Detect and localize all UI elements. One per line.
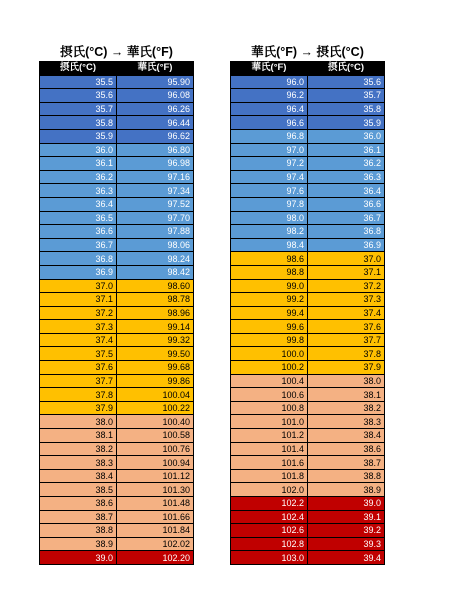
table-cell-to: 98.06: [117, 238, 194, 252]
table-row: [40, 184, 194, 198]
table-row: [231, 157, 385, 171]
table-cell-from: 98.2: [231, 225, 308, 239]
table-cell-to: 36.8: [308, 225, 385, 239]
table-row: [40, 497, 194, 511]
table-cell-from: 36.9: [40, 265, 117, 279]
conversion-table: [39, 61, 194, 565]
table-cell-from: 96.2: [231, 89, 308, 103]
table-cell-from: 100.2: [231, 361, 308, 375]
column-header-celsius: 摂氏(°C): [40, 62, 117, 76]
table-row: [40, 537, 194, 551]
table-row: [40, 442, 194, 456]
table-row: [231, 184, 385, 198]
column-header-celsius: 摂氏(°C): [308, 62, 385, 76]
table-row: [40, 551, 194, 565]
table-row: [231, 89, 385, 103]
table-cell-from: 101.0: [231, 415, 308, 429]
table-cell-from: 36.1: [40, 157, 117, 171]
table-row: [231, 469, 385, 483]
table-cell-to: 35.7: [308, 89, 385, 103]
table-row: [40, 116, 194, 130]
column-header-fahrenheit: 華氏(°F): [117, 62, 194, 76]
table-cell-to: 37.2: [308, 279, 385, 293]
table-row: [231, 197, 385, 211]
table-cell-to: 35.6: [308, 75, 385, 89]
table-cell-from: 36.0: [40, 143, 117, 157]
table-cell-to: 35.9: [308, 116, 385, 130]
table-cell-to: 39.1: [308, 510, 385, 524]
table-cell-from: 99.8: [231, 333, 308, 347]
table-row: [231, 551, 385, 565]
table-cell-from: 99.6: [231, 320, 308, 334]
table-row: [40, 197, 194, 211]
table-row: [40, 347, 194, 361]
table-cell-to: 101.48: [117, 497, 194, 511]
table-cell-from: 102.8: [231, 537, 308, 551]
table-cell-to: 100.22: [117, 401, 194, 415]
table-row: [231, 129, 385, 143]
table-cell-to: 100.40: [117, 415, 194, 429]
table-row: [40, 129, 194, 143]
table-cell-to: 96.26: [117, 102, 194, 116]
table-row: [231, 374, 385, 388]
table-cell-to: 38.8: [308, 469, 385, 483]
table-cell-from: 35.6: [40, 89, 117, 103]
table-cell-to: 38.2: [308, 401, 385, 415]
table-cell-to: 102.02: [117, 537, 194, 551]
table-cell-to: 37.7: [308, 333, 385, 347]
table-cell-from: 97.2: [231, 157, 308, 171]
table-cell-to: 98.24: [117, 252, 194, 266]
table-cell-to: 36.7: [308, 211, 385, 225]
table-cell-to: 100.04: [117, 388, 194, 402]
table-row: [40, 483, 194, 497]
table-row: [231, 293, 385, 307]
table-cell-from: 36.7: [40, 238, 117, 252]
table-cell-to: 37.0: [308, 252, 385, 266]
table-cell-to: 36.0: [308, 129, 385, 143]
table-cell-from: 38.7: [40, 510, 117, 524]
table-row: [40, 415, 194, 429]
table-row: [231, 401, 385, 415]
table-row: [40, 320, 194, 334]
table-cell-from: 36.3: [40, 184, 117, 198]
table-cell-from: 35.7: [40, 102, 117, 116]
table-cell-to: 38.1: [308, 388, 385, 402]
table-cell-to: 39.3: [308, 537, 385, 551]
table-cell-to: 101.12: [117, 469, 194, 483]
panel-title: 華氏(°F) → 摂氏(°C): [251, 45, 364, 59]
table-cell-to: 98.96: [117, 306, 194, 320]
table-header-row: [40, 62, 194, 76]
table-cell-to: 98.42: [117, 265, 194, 279]
table-row: [231, 170, 385, 184]
table-cell-from: 102.6: [231, 524, 308, 538]
celsius-to-fahrenheit-panel: [39, 44, 194, 565]
table-cell-from: 101.8: [231, 469, 308, 483]
table-cell-from: 38.2: [40, 442, 117, 456]
table-cell-to: 37.9: [308, 361, 385, 375]
table-row: [231, 456, 385, 470]
table-cell-to: 98.78: [117, 293, 194, 307]
table-row: [231, 333, 385, 347]
table-row: [40, 374, 194, 388]
table-row: [40, 429, 194, 443]
table-cell-from: 36.4: [40, 197, 117, 211]
table-row: [231, 483, 385, 497]
table-row: [40, 306, 194, 320]
table-cell-from: 98.4: [231, 238, 308, 252]
table-cell-to: 37.6: [308, 320, 385, 334]
table-row: [231, 238, 385, 252]
table-cell-to: 100.58: [117, 429, 194, 443]
table-cell-from: 37.4: [40, 333, 117, 347]
table-cell-from: 102.0: [231, 483, 308, 497]
table-cell-to: 36.6: [308, 197, 385, 211]
table-cell-to: 36.1: [308, 143, 385, 157]
table-cell-from: 100.6: [231, 388, 308, 402]
table-cell-from: 35.8: [40, 116, 117, 130]
table-cell-to: 96.80: [117, 143, 194, 157]
table-row: [40, 293, 194, 307]
table-row: [40, 89, 194, 103]
table-cell-to: 96.62: [117, 129, 194, 143]
table-cell-to: 36.2: [308, 157, 385, 171]
table-row: [40, 361, 194, 375]
table-row: [231, 415, 385, 429]
table-cell-to: 99.50: [117, 347, 194, 361]
table-row: [40, 265, 194, 279]
table-cell-to: 38.9: [308, 483, 385, 497]
table-cell-to: 36.9: [308, 238, 385, 252]
table-cell-from: 37.9: [40, 401, 117, 415]
table-row: [231, 102, 385, 116]
table-row: [231, 320, 385, 334]
table-cell-from: 38.8: [40, 524, 117, 538]
table-cell-to: 99.14: [117, 320, 194, 334]
table-cell-from: 35.5: [40, 75, 117, 89]
table-row: [231, 442, 385, 456]
table-cell-from: 38.6: [40, 497, 117, 511]
table-cell-from: 97.4: [231, 170, 308, 184]
table-row: [40, 225, 194, 239]
table-cell-from: 99.4: [231, 306, 308, 320]
table-cell-from: 37.0: [40, 279, 117, 293]
table-cell-from: 38.1: [40, 429, 117, 443]
table-row: [231, 279, 385, 293]
table-cell-from: 36.8: [40, 252, 117, 266]
table-cell-from: 100.8: [231, 401, 308, 415]
table-row: [40, 75, 194, 89]
table-row: [40, 238, 194, 252]
table-cell-to: 101.30: [117, 483, 194, 497]
table-row: [231, 116, 385, 130]
table-cell-from: 98.8: [231, 265, 308, 279]
table-cell-to: 37.4: [308, 306, 385, 320]
table-cell-to: 36.4: [308, 184, 385, 198]
table-cell-to: 99.68: [117, 361, 194, 375]
table-cell-to: 96.98: [117, 157, 194, 171]
table-cell-to: 95.90: [117, 75, 194, 89]
table-row: [231, 306, 385, 320]
table-cell-to: 37.3: [308, 293, 385, 307]
table-cell-from: 97.0: [231, 143, 308, 157]
table-cell-to: 101.66: [117, 510, 194, 524]
table-cell-to: 35.8: [308, 102, 385, 116]
table-cell-from: 102.2: [231, 497, 308, 511]
table-cell-from: 37.5: [40, 347, 117, 361]
table-row: [231, 265, 385, 279]
table-cell-from: 102.4: [231, 510, 308, 524]
table-cell-from: 37.7: [40, 374, 117, 388]
table-body: [231, 75, 385, 564]
table-row: [231, 143, 385, 157]
table-row: [231, 388, 385, 402]
table-body: [40, 75, 194, 564]
table-row: [40, 524, 194, 538]
table-cell-from: 99.0: [231, 279, 308, 293]
table-row: [231, 75, 385, 89]
table-row: [40, 279, 194, 293]
table-cell-to: 102.20: [117, 551, 194, 565]
table-cell-from: 100.4: [231, 374, 308, 388]
table-cell-to: 97.16: [117, 170, 194, 184]
table-cell-to: 39.2: [308, 524, 385, 538]
table-cell-to: 96.08: [117, 89, 194, 103]
table-row: [231, 211, 385, 225]
panel-title: 摂氏(°C) → 華氏(°F): [60, 45, 173, 59]
table-cell-to: 37.1: [308, 265, 385, 279]
table-cell-to: 39.4: [308, 551, 385, 565]
table-cell-to: 38.4: [308, 429, 385, 443]
table-cell-from: 35.9: [40, 129, 117, 143]
table-row: [231, 524, 385, 538]
fahrenheit-to-celsius-panel: [230, 44, 385, 565]
table-cell-from: 96.0: [231, 75, 308, 89]
table-cell-from: 97.6: [231, 184, 308, 198]
table-row: [40, 102, 194, 116]
table-cell-from: 101.4: [231, 442, 308, 456]
table-cell-to: 38.6: [308, 442, 385, 456]
table-cell-from: 37.1: [40, 293, 117, 307]
table-cell-to: 38.0: [308, 374, 385, 388]
table-row: [231, 429, 385, 443]
table-row: [40, 252, 194, 266]
table-row: [231, 497, 385, 511]
table-row: [231, 537, 385, 551]
table-cell-from: 103.0: [231, 551, 308, 565]
table-row: [231, 225, 385, 239]
table-row: [40, 510, 194, 524]
table-cell-to: 37.8: [308, 347, 385, 361]
table-cell-from: 38.5: [40, 483, 117, 497]
table-cell-from: 36.6: [40, 225, 117, 239]
table-cell-to: 96.44: [117, 116, 194, 130]
table-cell-to: 38.3: [308, 415, 385, 429]
table-row: [40, 211, 194, 225]
table-cell-from: 38.3: [40, 456, 117, 470]
table-row: [40, 143, 194, 157]
table-cell-to: 100.76: [117, 442, 194, 456]
table-header-row: [231, 62, 385, 76]
table-cell-from: 37.2: [40, 306, 117, 320]
table-cell-from: 38.0: [40, 415, 117, 429]
table-row: [231, 252, 385, 266]
table-row: [231, 361, 385, 375]
table-cell-from: 38.4: [40, 469, 117, 483]
conversion-table: [230, 61, 385, 565]
table-cell-to: 98.60: [117, 279, 194, 293]
table-cell-from: 97.8: [231, 197, 308, 211]
table-cell-from: 96.4: [231, 102, 308, 116]
table-cell-from: 37.3: [40, 320, 117, 334]
table-cell-to: 99.32: [117, 333, 194, 347]
table-cell-to: 97.34: [117, 184, 194, 198]
table-cell-to: 97.88: [117, 225, 194, 239]
table-cell-to: 97.70: [117, 211, 194, 225]
table-cell-from: 96.8: [231, 129, 308, 143]
table-row: [40, 456, 194, 470]
table-cell-to: 99.86: [117, 374, 194, 388]
table-cell-to: 97.52: [117, 197, 194, 211]
table-row: [231, 510, 385, 524]
table-cell-from: 36.2: [40, 170, 117, 184]
column-header-fahrenheit: 華氏(°F): [231, 62, 308, 76]
table-cell-from: 36.5: [40, 211, 117, 225]
table-cell-from: 98.0: [231, 211, 308, 225]
table-cell-from: 101.6: [231, 456, 308, 470]
table-cell-from: 100.0: [231, 347, 308, 361]
table-cell-from: 37.8: [40, 388, 117, 402]
table-cell-from: 39.0: [40, 551, 117, 565]
table-row: [40, 157, 194, 171]
table-cell-from: 99.2: [231, 293, 308, 307]
table-cell-from: 96.6: [231, 116, 308, 130]
table-cell-to: 36.3: [308, 170, 385, 184]
table-cell-to: 39.0: [308, 497, 385, 511]
table-row: [40, 401, 194, 415]
table-row: [40, 388, 194, 402]
table-cell-from: 101.2: [231, 429, 308, 443]
table-cell-from: 98.6: [231, 252, 308, 266]
table-row: [40, 333, 194, 347]
table-cell-to: 101.84: [117, 524, 194, 538]
table-row: [231, 347, 385, 361]
table-cell-to: 38.7: [308, 456, 385, 470]
table-cell-from: 38.9: [40, 537, 117, 551]
table-cell-from: 37.6: [40, 361, 117, 375]
table-row: [40, 170, 194, 184]
table-cell-to: 100.94: [117, 456, 194, 470]
table-row: [40, 469, 194, 483]
